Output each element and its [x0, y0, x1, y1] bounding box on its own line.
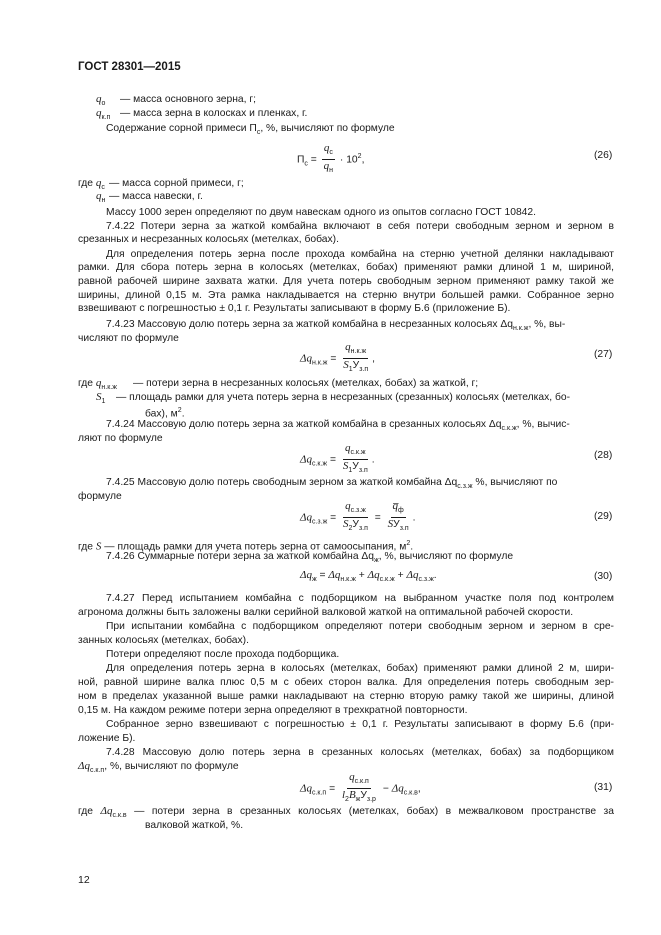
paragraph: числяют по формуле — [78, 333, 179, 344]
paragraph: Потери определяют после прохода подборщика. — [106, 649, 340, 660]
formula-number: (30) — [594, 571, 613, 582]
paragraph: 7.4.28 Массовую долю потерь зерна в срезанных колосьях (метелках, бобах) за подборщиком — [106, 747, 614, 758]
definition-line: $q_о$ — масса основного зерна, г; — [96, 93, 256, 108]
paragraph: 0,15 м. На каждом режиме потери зерна определяют в трехкратной повторности. — [78, 705, 468, 716]
paragraph: 7.4.26 Суммарные потери зерна за жаткой комбайна $\Delta q_ж$, %, вычисляют по формуле — [106, 551, 514, 565]
definition-line: $q_н$ — масса навески, г. — [96, 190, 203, 205]
definition-line: где $q_{н.к.ж}$ — потери зерна в несрезанных колосьях (метелках, бобах) за жаткой, г; — [78, 377, 479, 392]
definition-line: где $\Delta q_{с.к.в}$ — потери зерна в срезанных колосьях (метелках, бобах) в межвалковом пространстве за — [78, 805, 614, 820]
paragraph: ляют по формуле — [78, 433, 163, 444]
formula-number: (26) — [594, 150, 613, 161]
formula-27: $\Delta q_{н.к.ж}$ = $\frac{q_{н.к.ж}}{S_1У_{з.п}}$ , — [300, 341, 376, 374]
formula-28: $\Delta q_{с.к.ж}$ = $\frac{q_{с.к.ж}}{S_1У_{з.п}}$ . — [300, 442, 375, 475]
definition-line: где $q_с$ — масса сорной примеси, г; — [78, 177, 244, 192]
formula-26: $П_с$ = $\frac{q_с}{q_н}$ · $10^2$, — [297, 142, 365, 175]
paragraph: Собранное зерно взвешивают с погрешностью ± 0,1 г. Результаты записывают в форму Б.6 (при- — [106, 719, 614, 730]
paragraph: При испытании комбайна с подборщиком определяют потери свободным зерном и зерном в сре- — [106, 621, 614, 632]
definition-line: бах), $м^2$. — [145, 407, 185, 420]
paragraph: ложение Б). — [78, 733, 136, 744]
formula-30: $\Delta q_ж = \Delta q_{н.к.ж} + \Delta q_{с.к.ж} + \Delta q_{с.з.ж}$. — [300, 569, 437, 584]
paragraph: 7.4.23 Массовую долю потерь зерна за жаткой комбайна в несрезанных колосьях $\Delta q_{н.к.ж}$, %, вы- — [106, 319, 566, 333]
paragraph: Для определения потерь зерна в колосьях (метелках, бобах) применяют рамки длиной 2 м, шири- — [106, 663, 614, 674]
paragraph: ном в пределах указанной выше рамки накладывают на стерню вторую рамку такой же ширины, длиной — [78, 691, 614, 702]
page-number: 12 — [78, 874, 90, 886]
formula-29: $\Delta q_{с.з.ж}$ = $\frac{q_{с.з.ж}}{S_2У_{з.п}}$ = $\frac{q̅_ф}{SУ_{з.п}}$ . — [300, 500, 416, 533]
paragraph: равной рабочей ширине захвата жатки. Для учета потерь свободным зерном применяют рамку такой же — [78, 276, 614, 287]
paragraph: срезанных и несрезанных колосьях (метелках, бобах). — [78, 234, 339, 245]
paragraph: 7.4.24 Массовую долю потерь зерна за жаткой комбайна в срезанных колосьях $\Delta q_{с.к.ж}$, %, вычис- — [106, 419, 570, 433]
definition-line: валковой жаткой, %. — [145, 820, 244, 831]
paragraph: 7.4.22 Потери зерна за жаткой комбайна включают в себя потери свободным зерном и зерном в — [106, 221, 614, 232]
paragraph: 7.4.27 Перед испытанием комбайна с подборщиком на выбранном участке поля под контролем — [106, 593, 614, 604]
paragraph: ширины, длиной 0,15 м. Эта рамка накладывается на стерню внутри большей рамки. Собранное зерно — [78, 290, 614, 301]
paragraph: ной, равной ширине валка плюс 0,5 м с обеих сторон валка. Для определения потерь свободным зер- — [78, 677, 614, 688]
paragraph: агронома должны быть заложены валки серийной валковой жаткой на оптимальной рабочей скорости. — [78, 607, 574, 618]
paragraph: занных колосьях (метелках, бобах). — [78, 635, 249, 646]
paragraph: Содержание сорной примеси $П_с$, %, вычисляют по формуле — [106, 123, 395, 137]
paragraph: $\Delta q_{с.к.п}$, %, вычисляют по формуле — [78, 760, 239, 775]
paragraph: рамки. Для сбора потерь зерна в колосьях (метелках, бобах) применяют рамки длиной 1 м, шириной, — [78, 262, 614, 273]
document-header: ГОСТ 28301—2015 — [78, 61, 181, 73]
definition-line: где S — площадь рамки для учета потерь зерна от самоосыпания, $м^2$. — [78, 540, 414, 553]
formula-number: (28) — [594, 450, 613, 461]
paragraph: 7.4.25 Массовую долю потерь свободным зерном за жаткой комбайна $\Delta q_{с.з.ж}$ %, вычисляют по — [106, 477, 558, 491]
definition-line: $q_{к.п}$ — масса зерна в колосках и пленках, г. — [96, 107, 308, 122]
formula-number: (29) — [594, 511, 613, 522]
formula-number: (31) — [594, 782, 613, 793]
paragraph: Для определения потерь зерна после прохода комбайна на стерню учетной делянки накладывают — [106, 249, 614, 260]
formula-31: $\Delta q_{с.к.п}$ = $\frac{q_{с.к.п}}{l_2B_жУ_{з.р}}$ − $\Delta q_{с.к.в}$, — [300, 771, 421, 804]
paragraph: взвешивают с погрешностью ± 0,1 г. Результаты записывают в форму Б.6 (приложение Б). — [78, 303, 511, 314]
paragraph: формуле — [78, 491, 122, 502]
definition-line: $S_1$ — площадь рамки для учета потерь зерна в несрезанных (срезанных) колосьях (метелках, бо- — [96, 391, 571, 406]
formula-number: (27) — [594, 349, 613, 360]
paragraph: Массу 1000 зерен определяют по двум навескам одного из опытов согласно ГОСТ 10842. — [106, 207, 536, 218]
